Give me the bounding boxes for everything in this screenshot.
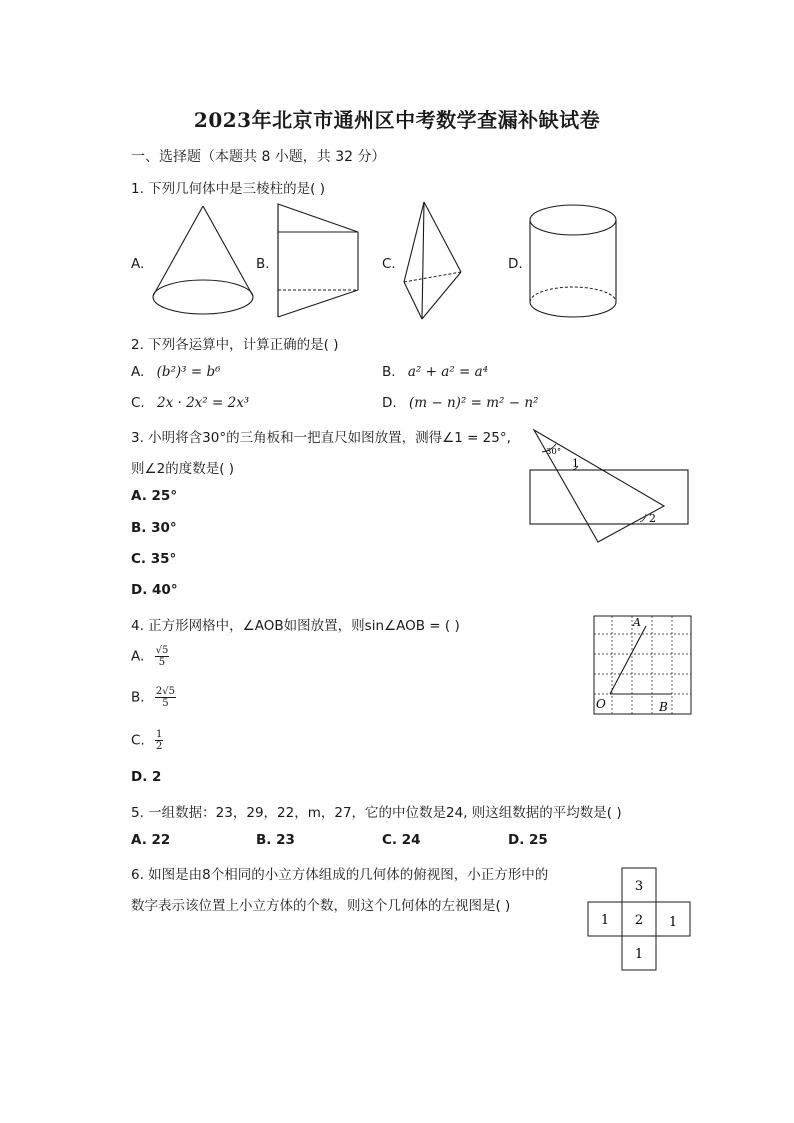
q2-stem: 2. 下列各运算中，计算正确的是( )	[131, 337, 339, 353]
q2-option-c-expr: 2x · 2x² = 2x³	[157, 395, 250, 411]
q2-option-d-label: D.	[382, 395, 397, 411]
q2-option-b-label: B.	[382, 364, 396, 380]
q3-stem-line2: 则∠2的度数是( )	[131, 461, 235, 477]
q5-option-d: D. 25	[508, 832, 548, 848]
q3-option-c: C. 35°	[131, 551, 177, 567]
top-view-grid-figure	[586, 866, 692, 972]
q4-option-b: B. $\frac{2√5}{5}$	[131, 686, 175, 709]
q1-option-c-label: C.	[382, 256, 396, 272]
q1-stem: 1. 下列几何体中是三棱柱的是( )	[131, 181, 325, 197]
section-heading: 一、选择题（本题共 8 小题，共 32 分）	[131, 149, 386, 165]
q5-option-b: B. 23	[256, 832, 295, 848]
cylinder-figure	[527, 202, 619, 324]
grid-right-count: 1	[668, 915, 678, 930]
q2-option-b	[382, 364, 488, 380]
point-a-label: A	[633, 616, 641, 629]
triangular-prism-figure	[276, 202, 360, 322]
tetrahedron-figure	[402, 200, 464, 322]
q2-option-a	[131, 364, 221, 380]
cone-figure	[150, 204, 256, 320]
angle-1-label: 1	[572, 457, 579, 470]
square-grid-figure	[592, 614, 694, 718]
q3-stem-line1: 3. 小明将含30°的三角板和一把直尺如图放置，测得∠1 = 25°,	[131, 430, 511, 446]
q3-option-b: B. 30°	[131, 520, 177, 536]
q6-stem-line1: 6. 如图是由8个相同的小立方体组成的几何体的俯视图，小正方形中的	[131, 867, 549, 883]
point-b-label: B	[659, 700, 668, 714]
q5-option-c: C. 24	[382, 832, 421, 848]
grid-bottom-count: 1	[634, 947, 644, 962]
q2-option-b-expr: a² + a² = a⁴	[407, 364, 489, 380]
q2-option-a-expr: (b²)³ = b⁶	[156, 364, 221, 380]
q1-option-b-label: B.	[256, 256, 270, 272]
page-title: 2023年北京市通州区中考数学查漏补缺试卷	[193, 108, 601, 132]
point-o-label: O	[596, 697, 606, 711]
q5-option-a: A. 22	[131, 832, 171, 848]
angle-30-label: 30°	[546, 447, 562, 457]
q3-option-a: A. 25°	[131, 488, 178, 504]
q2-option-d	[382, 395, 538, 411]
q1-option-d-label: D.	[508, 256, 523, 272]
grid-left-count: 1	[600, 913, 610, 928]
ruler-triangle-figure	[528, 428, 692, 546]
q4-option-d: D. 2	[131, 769, 162, 785]
q1-option-a-label: A.	[131, 256, 145, 272]
q2-option-a-label: A.	[131, 364, 145, 380]
q3-option-d: D. 40°	[131, 582, 178, 598]
q2-option-d-expr: (m − n)² = m² − n²	[408, 395, 539, 411]
angle-2-label: 2	[649, 512, 656, 525]
grid-center-count: 2	[634, 913, 644, 928]
q5-stem: 5. 一组数据：23，29，22，m，27，它的中位数是24, 则这组数据的平均数是( )	[131, 805, 622, 821]
q4-stem: 4. 正方形网格中，∠AOB如图放置，则sin∠AOB = ( )	[131, 618, 460, 634]
q4-option-a: A. $\frac{√5}{5}$	[131, 645, 169, 668]
grid-top-count: 3	[634, 879, 644, 894]
q6-stem-line2: 数字表示该位置上小立方体的个数，则这个几何体的左视图是( )	[131, 898, 511, 914]
q4-option-c: C. $\frac{1}{2}$	[131, 729, 163, 752]
q2-option-c	[131, 395, 249, 411]
q2-option-c-label: C.	[131, 395, 145, 411]
